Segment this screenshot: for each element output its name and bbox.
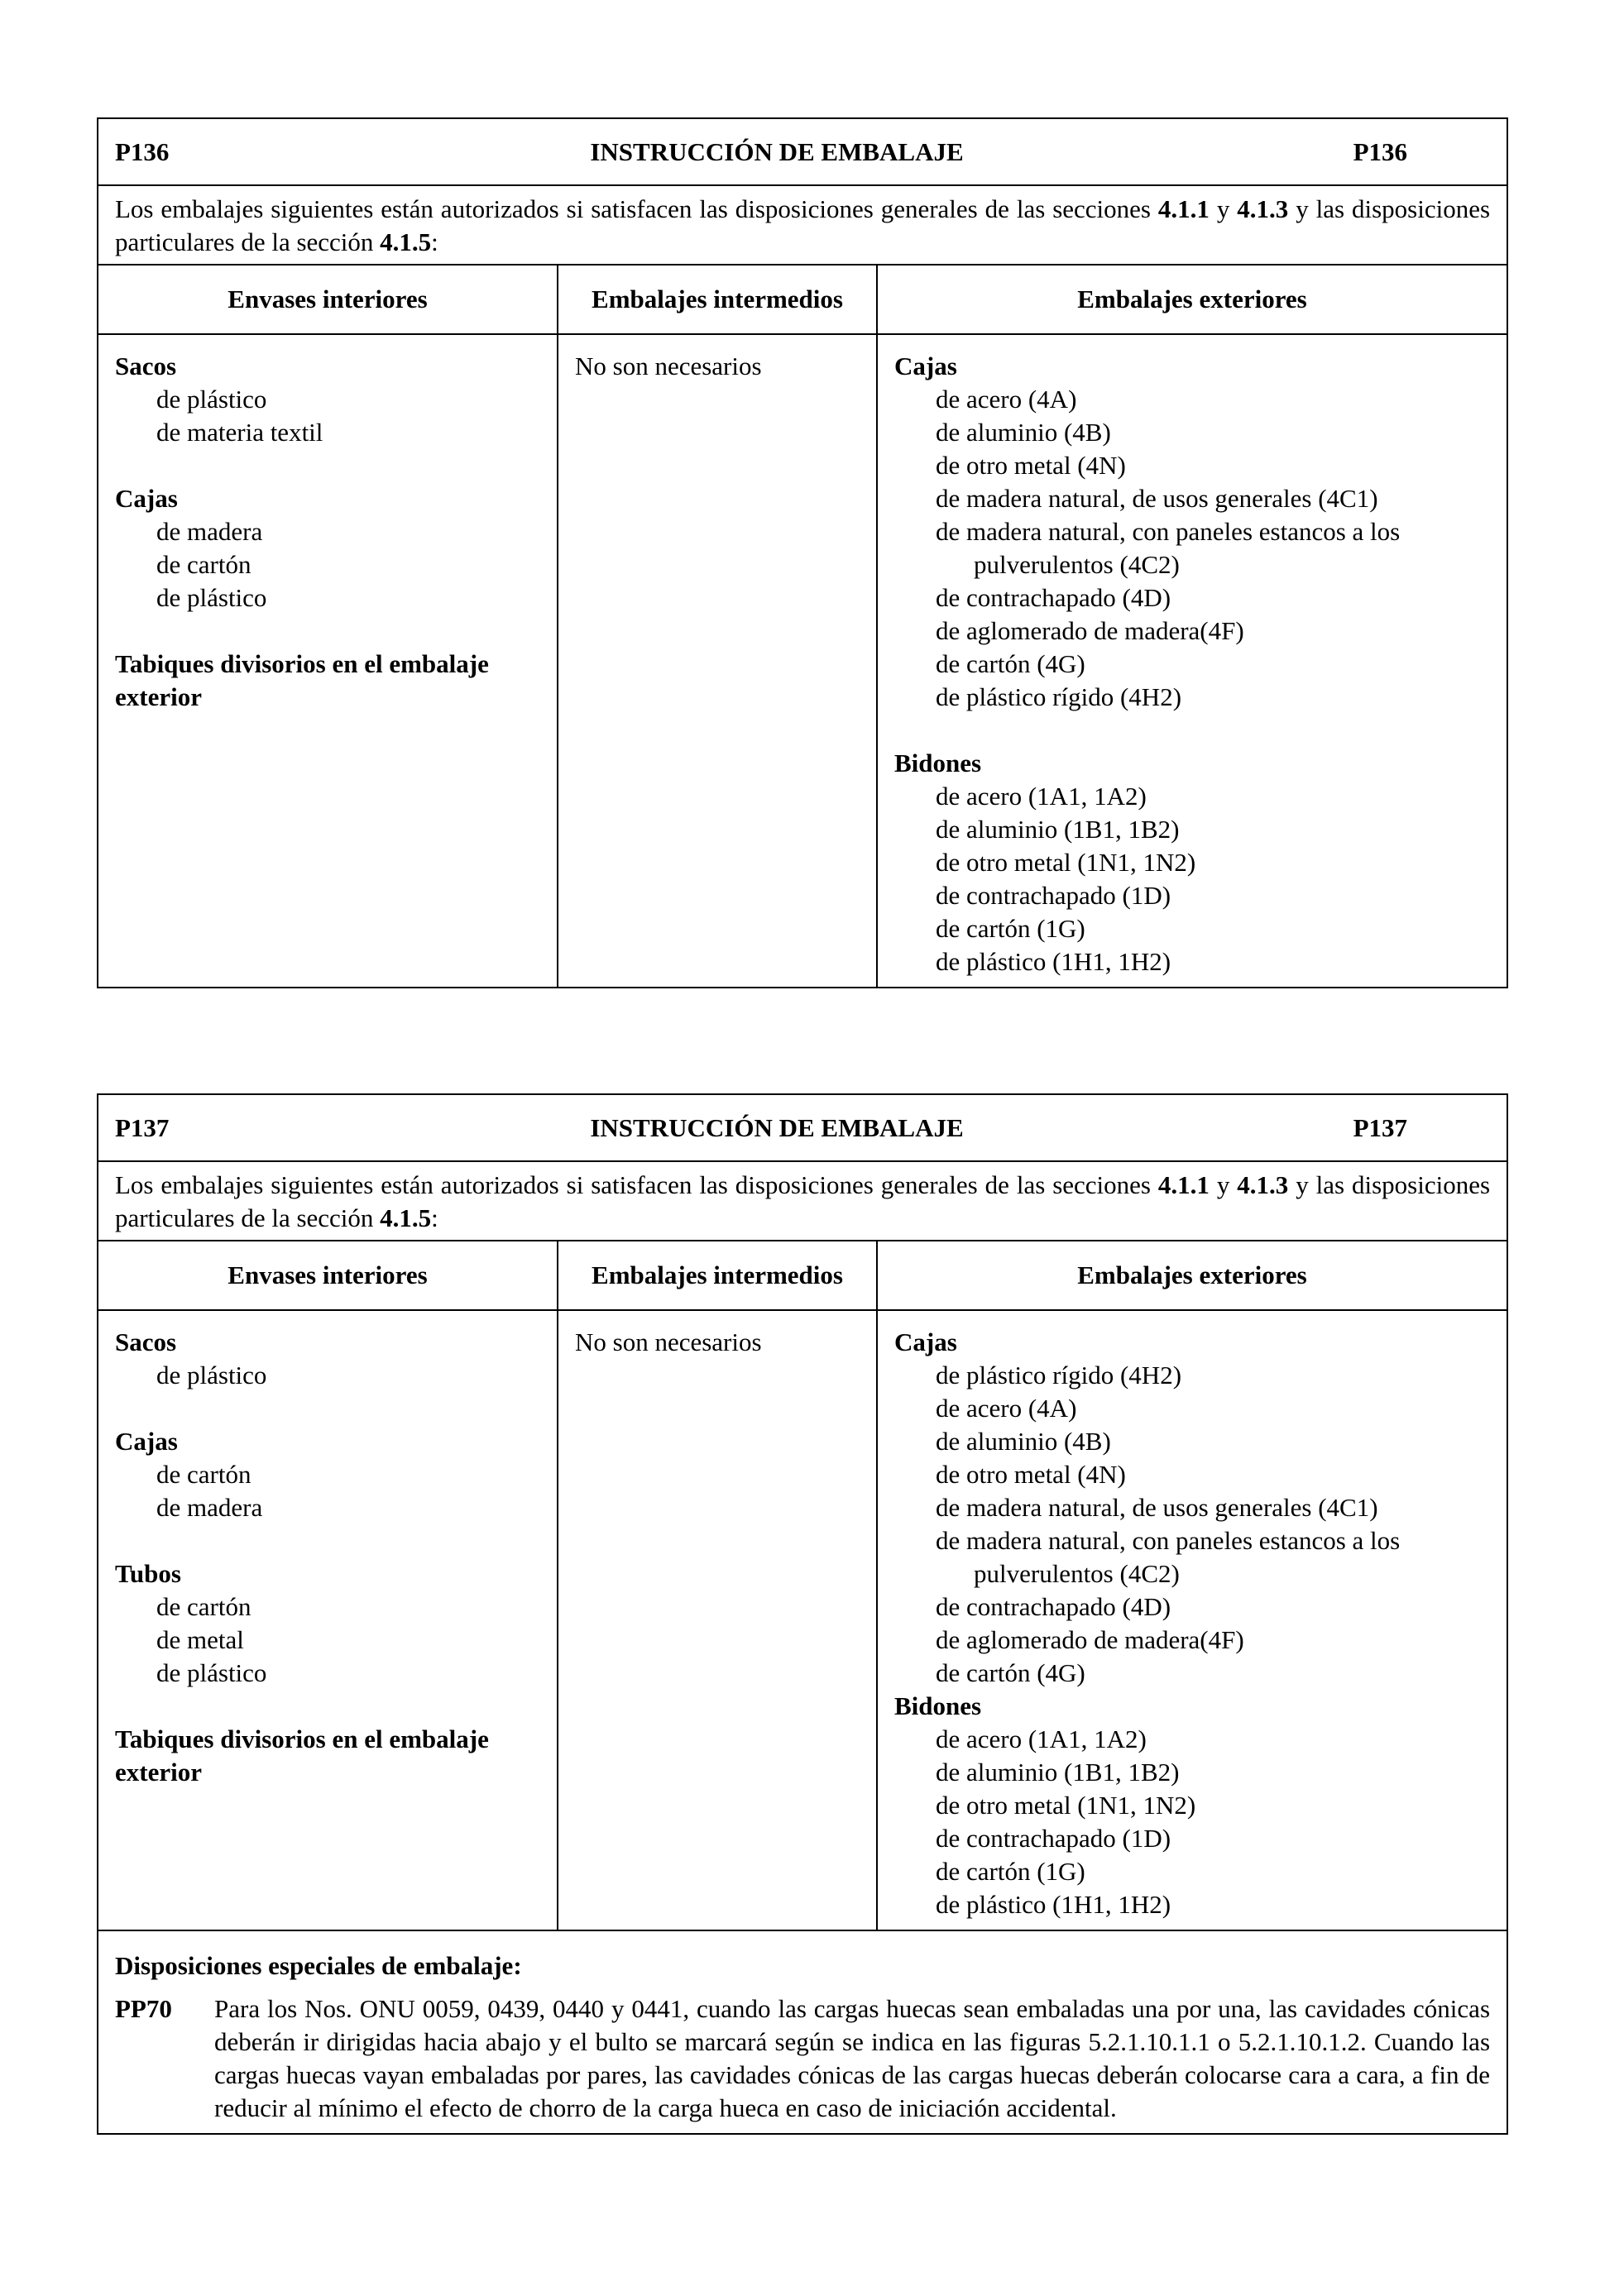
list-item: de madera (156, 1493, 263, 1522)
list-item: de aluminio (1B1, 1B2) (936, 815, 1180, 844)
intro-cell (98, 1161, 1507, 1241)
list-item: pulverulentos (4C2) (974, 1559, 1180, 1588)
list-item: de plástico (156, 385, 267, 414)
group-label: Sacos (115, 1327, 177, 1356)
instruction-code-left: P136 (115, 136, 170, 166)
list-item: de plástico (156, 1361, 267, 1390)
list-item: de cartón (156, 550, 252, 579)
instruction-code-left: P137 (115, 1112, 170, 1142)
list-item: de acero (1A1, 1A2) (936, 782, 1147, 811)
list-item: pulverulentos (4C2) (974, 550, 1180, 579)
instruction-code-right: P137 (1353, 1112, 1408, 1142)
list-item: de materia textil (156, 418, 323, 447)
instruction-header (98, 1094, 1507, 1161)
list-item: de metal (156, 1625, 244, 1654)
list-item: de madera natural, de usos generales (4C1) (936, 1493, 1378, 1522)
intermediate-packagings-cell (558, 1310, 877, 1930)
list-item: de otro metal (4N) (936, 1460, 1126, 1489)
list-item: de cartón (156, 1592, 252, 1621)
instruction-code-right: P136 (1353, 136, 1408, 166)
group-label: Bidones (894, 1691, 982, 1720)
list-item: de plástico (156, 1658, 267, 1687)
column-header-outer: Embalajes exteriores (877, 265, 1507, 334)
intro-part: y (1209, 194, 1238, 223)
group-label: Tubos (115, 1559, 181, 1588)
packing-instruction-p137 (97, 1093, 1508, 2135)
list-item: de aluminio (1B1, 1B2) (936, 1758, 1180, 1787)
column-header-intermediate: Embalajes intermedios (558, 265, 877, 334)
list-item: de cartón (1G) (936, 914, 1085, 943)
intro-part: Los embalajes siguientes están autorizados si satisfacen las disposiciones generales de las secciones (115, 194, 1158, 223)
intro-section-ref: 4.1.3 (1237, 1170, 1289, 1199)
list-item: de contrachapado (1D) (936, 1824, 1171, 1853)
list-item: de otro metal (4N) (936, 451, 1126, 480)
provision-code: PP70 (115, 1994, 172, 2023)
packing-instruction-p136 (97, 117, 1508, 988)
group-label: Sacos (115, 352, 177, 380)
list-item: de otro metal (1N1, 1N2) (936, 1791, 1196, 1820)
intermediate-packagings-cell (558, 334, 877, 988)
intro-cell (98, 185, 1507, 265)
group-label: Cajas (894, 352, 957, 380)
list-item: de aluminio (4B) (936, 418, 1111, 447)
list-item: de cartón (1G) (936, 1857, 1085, 1886)
list-item: de plástico (1H1, 1H2) (936, 1890, 1171, 1919)
list-item: de aglomerado de madera(4F) (936, 616, 1244, 645)
list-item: de cartón (156, 1460, 252, 1489)
list-item: de acero (4A) (936, 385, 1077, 414)
list-item: de madera (156, 517, 263, 546)
inner-packagings-cell (98, 1310, 558, 1930)
intro-section-ref: 4.1.5 (380, 1203, 432, 1232)
list-item: de aglomerado de madera(4F) (936, 1625, 1244, 1654)
group-label: Bidones (894, 749, 982, 777)
intro-part: Los embalajes siguientes están autorizados si satisfacen las disposiciones generales de las secciones (115, 1170, 1158, 1199)
provision-text: Para los Nos. ONU 0059, 0439, 0440 y 0441, cuando las cargas huecas sean embaladas una por una, las cavidades cónicas deberán ir dirigidas hacia abajo y el bulto se marcará según se indica en las figuras 5.2.1.10.1.1 o 5.2.1.10.1.2. Cuando las cargas huecas vayan embaladas por pares, las cavidades cónicas de las cargas huecas deberán colocarse cara a cara, a fin de reducir al mínimo el efecto de chorro de la carga hueca en caso de iniciación accidental. (214, 1994, 1491, 2122)
column-header-intermediate: Embalajes intermedios (558, 1241, 877, 1310)
list-item: de acero (1A1, 1A2) (936, 1724, 1147, 1753)
list-item: de cartón (4G) (936, 1658, 1085, 1687)
intro-part: y (1209, 1170, 1238, 1199)
list-item: de acero (4A) (936, 1394, 1077, 1423)
group-label: Cajas (894, 1327, 957, 1356)
list-item: de cartón (4G) (936, 649, 1085, 678)
list-item: de contrachapado (4D) (936, 583, 1171, 612)
special-provision-pp70 (98, 1986, 1507, 2133)
list-item: de otro metal (1N1, 1N2) (936, 848, 1196, 877)
instruction-title: INSTRUCCIÓN DE EMBALAJE (590, 1112, 964, 1142)
intro-section-ref: 4.1.1 (1157, 194, 1210, 223)
column-header-inner: Envases interiores (98, 265, 558, 334)
outer-packagings-cell (877, 1310, 1507, 1930)
list-item: de contrachapado (1D) (936, 881, 1171, 910)
intro-part: y las disposiciones particulares de la sección (115, 194, 1491, 256)
list-item: de plástico (1H1, 1H2) (936, 947, 1171, 976)
intro-part: : (431, 1203, 438, 1232)
list-item: de madera natural, de usos generales (4C1) (936, 484, 1378, 513)
list-item: de madera natural, con paneles estancos a los (936, 1526, 1401, 1555)
instruction-header (98, 118, 1507, 185)
list-item: de plástico rígido (4H2) (936, 1361, 1182, 1390)
instruction-title: INSTRUCCIÓN DE EMBALAJE (590, 136, 964, 166)
intro-part: : (431, 227, 438, 256)
group-label: Tabiques divisorios en el embalaje exterior (115, 649, 489, 711)
group-label: Tabiques divisorios en el embalaje exterior (115, 1724, 489, 1787)
intermediate-value: No son necesarios (575, 1327, 762, 1356)
intro-text (98, 186, 1507, 264)
column-header-outer: Embalajes exteriores (877, 1241, 1507, 1310)
list-item: de plástico rígido (4H2) (936, 682, 1182, 711)
list-item: de madera natural, con paneles estancos a los (936, 517, 1401, 546)
special-provisions-cell (98, 1930, 1507, 2134)
list-item: de aluminio (4B) (936, 1427, 1111, 1456)
outer-packagings-cell (877, 334, 1507, 988)
special-provisions-title: Disposiciones especiales de embalaje: (115, 1951, 522, 1980)
group-label: Cajas (115, 1427, 178, 1456)
intro-section-ref: 4.1.1 (1157, 1170, 1210, 1199)
intro-section-ref: 4.1.5 (380, 227, 432, 256)
intro-section-ref: 4.1.3 (1237, 194, 1289, 223)
inner-packagings-cell (98, 334, 558, 988)
list-item: de plástico (156, 583, 267, 612)
list-item: de contrachapado (4D) (936, 1592, 1171, 1621)
intro-part: y las disposiciones particulares de la sección (115, 1170, 1491, 1232)
intermediate-value: No son necesarios (575, 352, 762, 380)
column-header-inner: Envases interiores (98, 1241, 558, 1310)
group-label: Cajas (115, 484, 178, 513)
intro-text (98, 1162, 1507, 1240)
